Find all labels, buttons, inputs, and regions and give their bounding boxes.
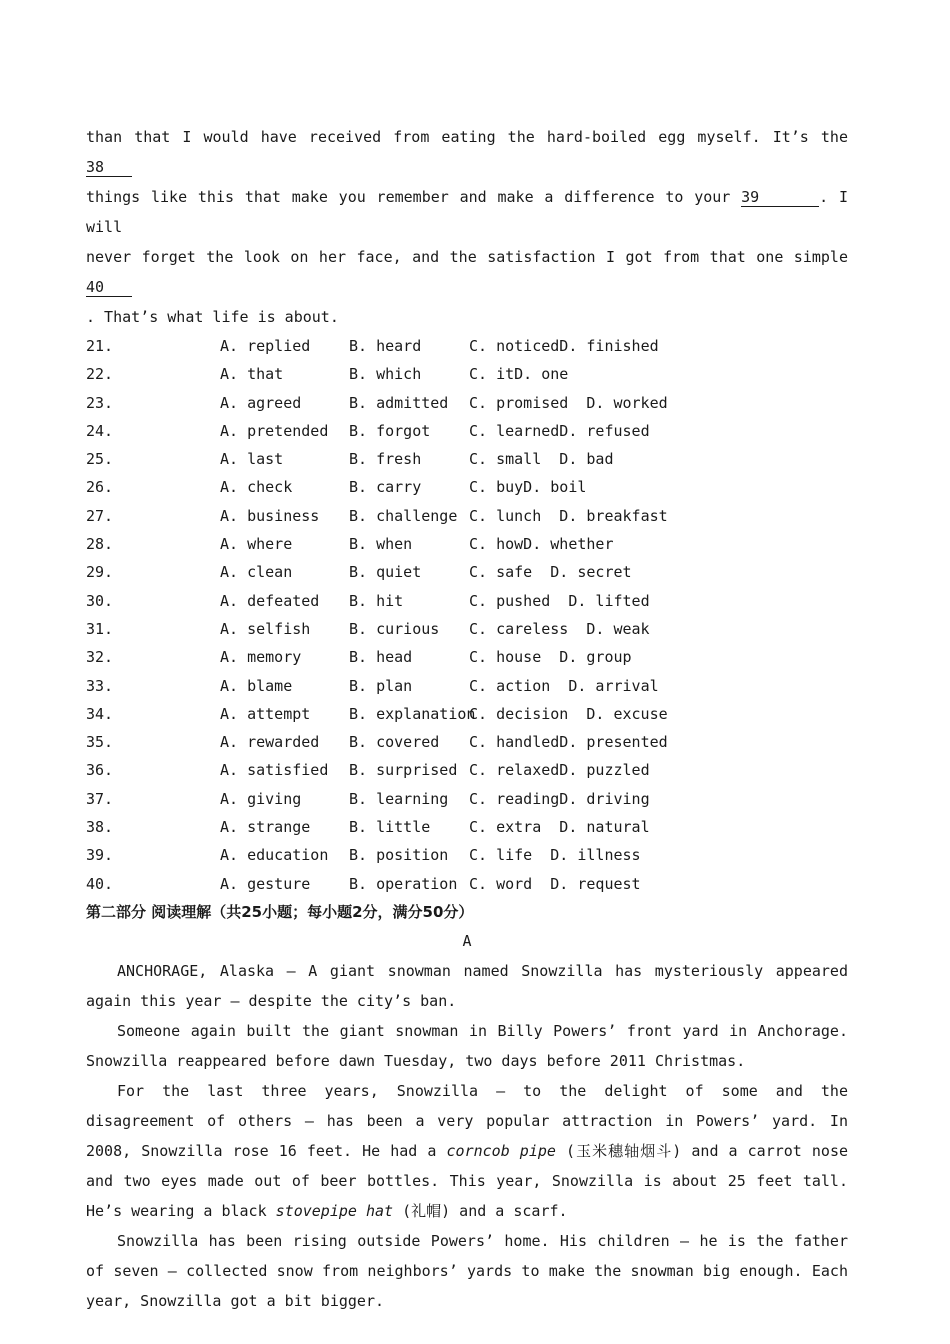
- option-c: C. how: [469, 535, 524, 554]
- option-row: [86, 756, 848, 784]
- option-c: C. relaxed: [469, 761, 560, 780]
- option-d: D. worked: [586, 393, 668, 412]
- passage-letter: A: [462, 931, 472, 950]
- option-d: D. breakfast: [559, 506, 668, 525]
- option-d: D. bad: [559, 450, 614, 469]
- option-row: [86, 643, 848, 671]
- cloze-passage: [86, 122, 848, 332]
- option-b: B. forgot: [349, 421, 431, 440]
- option-a: A. rewarded: [220, 733, 320, 752]
- option-b: B. explanation: [349, 704, 476, 723]
- blank-38: 38: [86, 158, 132, 177]
- option-d: D. puzzled: [559, 761, 650, 780]
- option-row: [86, 360, 848, 388]
- option-b: B. challenge: [349, 506, 458, 525]
- option-b: B. position: [349, 846, 449, 865]
- question-number: 21.: [86, 337, 114, 355]
- passage-paragraph-4: Snowzilla has been rising outside Powers’ home. His children — he is the father of seven — collected snow from neighbors’ yards to make the snowman big enough. Each year, Snowzilla got a bit bigger.: [86, 1231, 848, 1310]
- cloze-line-2-end: . I will: [86, 188, 849, 236]
- option-c: C. promised: [469, 393, 569, 412]
- option-d: D. group: [559, 648, 632, 667]
- option-b: B. surprised: [349, 761, 458, 780]
- option-c: C. reading: [469, 789, 560, 808]
- option-c: C. life: [469, 846, 533, 865]
- option-row: [86, 813, 848, 841]
- option-row: [86, 870, 848, 898]
- passage-text: (玉米穗轴烟斗) and a carrot nose and two eyes made out of beer bottles. This year, Snowzilla is about 25 feet tall. He’s wearing a black: [86, 1141, 849, 1220]
- question-number: 31.: [86, 619, 114, 638]
- question-number: 35.: [86, 733, 114, 752]
- option-a: A. attempt: [220, 704, 311, 723]
- option-b: B. fresh: [349, 450, 422, 469]
- question-number: 32.: [86, 648, 114, 667]
- cloze-line-2: things like this that make you remember and make a difference to your: [86, 188, 731, 206]
- answer-options-list: [86, 332, 848, 898]
- option-c: C. decision: [469, 704, 569, 723]
- cloze-line-3: never forget the look on her face, and the satisfaction I got from that one simple: [86, 248, 848, 266]
- option-d: D. refused: [559, 421, 650, 440]
- option-b: B. heard: [349, 337, 422, 355]
- option-a: A. blame: [220, 676, 293, 695]
- option-row: [86, 530, 848, 558]
- option-b: B. head: [349, 648, 413, 667]
- option-row: [86, 332, 848, 360]
- option-b: B. little: [349, 818, 431, 837]
- option-a: A. gesture: [220, 874, 311, 893]
- option-d: D. illness: [550, 846, 641, 865]
- question-number: 40.: [86, 874, 114, 893]
- option-c: C. careless: [469, 619, 569, 638]
- option-a: A. selfish: [220, 619, 311, 638]
- question-number: 38.: [86, 818, 114, 837]
- option-d: D. lifted: [568, 591, 650, 610]
- option-row: [86, 473, 848, 501]
- question-number: 26.: [86, 478, 114, 497]
- cloze-line-4: . That’s what life is about.: [86, 308, 339, 326]
- option-b: B. covered: [349, 733, 440, 752]
- question-number: 27.: [86, 506, 114, 525]
- cloze-line-1: than that I would have received from eating the hard-boiled egg myself. It’s the: [86, 128, 848, 146]
- question-number: 39.: [86, 846, 114, 865]
- option-d: D. whether: [523, 535, 614, 554]
- option-row: [86, 672, 848, 700]
- option-c: C. learned: [469, 421, 560, 440]
- option-a: A. memory: [220, 648, 302, 667]
- question-number: 36.: [86, 761, 114, 780]
- option-d: D. boil: [523, 478, 587, 497]
- option-c: C. noticed: [469, 337, 560, 355]
- option-a: A. that: [220, 365, 284, 384]
- option-b: B. when: [349, 535, 413, 554]
- option-b: B. admitted: [349, 393, 449, 412]
- option-d: D. secret: [550, 563, 632, 582]
- option-b: B. which: [349, 365, 422, 384]
- option-a: A. check: [220, 478, 293, 497]
- option-c: C. small: [469, 450, 542, 469]
- passage-paragraph-3: [86, 1076, 848, 1226]
- option-b: B. learning: [349, 789, 449, 808]
- passage-paragraph-2: Someone again built the giant snowman in Billy Powers’ front yard in Anchorage. Snowzilla reappeared before dawn Tuesday, two days before 2011 Christmas.: [86, 1021, 848, 1070]
- option-a: A. last: [220, 450, 284, 469]
- option-c: C. pushed: [469, 591, 551, 610]
- italic-term: stovepipe hat: [275, 1201, 394, 1220]
- option-a: A. strange: [220, 818, 311, 837]
- option-d: D. request: [550, 874, 641, 893]
- option-row: [86, 417, 848, 445]
- option-c: C. word: [469, 874, 533, 893]
- option-d: D. excuse: [586, 704, 668, 723]
- section-heading: 第二部分 阅读理解（共25小题；每小题2分，满分50分）: [86, 902, 474, 921]
- blank-39: 39: [741, 188, 819, 207]
- option-a: A. giving: [220, 789, 302, 808]
- question-number: 37.: [86, 789, 114, 808]
- option-a: A. clean: [220, 563, 293, 582]
- question-number: 29.: [86, 563, 114, 582]
- question-number: 33.: [86, 676, 114, 695]
- option-a: A. pretended: [220, 421, 329, 440]
- question-number: 25.: [86, 450, 114, 469]
- option-b: B. plan: [349, 676, 413, 695]
- option-d: D. arrival: [568, 676, 659, 695]
- option-a: A. where: [220, 535, 293, 554]
- question-number: 24.: [86, 421, 114, 440]
- option-d: D. weak: [586, 619, 650, 638]
- option-row: [86, 445, 848, 473]
- option-d: D. driving: [559, 789, 650, 808]
- option-c: C. buy: [469, 478, 524, 497]
- option-d: D. one: [514, 365, 569, 384]
- italic-term: corncob pipe: [446, 1141, 556, 1160]
- option-row: [86, 502, 848, 530]
- option-row: [86, 587, 848, 615]
- option-row: [86, 615, 848, 643]
- option-c: C. extra: [469, 818, 542, 837]
- option-row: [86, 728, 848, 756]
- option-d: D. natural: [559, 818, 650, 837]
- option-c: C. house: [469, 648, 542, 667]
- question-number: 28.: [86, 535, 114, 554]
- option-a: A. agreed: [220, 393, 302, 412]
- option-row: [86, 700, 848, 728]
- document-page: [86, 122, 848, 1316]
- option-row: [86, 785, 848, 813]
- option-a: A. replied: [220, 337, 311, 355]
- option-b: B. operation: [349, 874, 458, 893]
- option-a: A. education: [220, 846, 329, 865]
- option-row: [86, 841, 848, 869]
- option-c: C. handled: [469, 733, 560, 752]
- option-a: A. satisfied: [220, 761, 329, 780]
- option-c: C. action: [469, 676, 551, 695]
- option-d: D. finished: [559, 337, 659, 355]
- option-c: C. safe: [469, 563, 533, 582]
- option-row: [86, 389, 848, 417]
- question-number: 30.: [86, 591, 114, 610]
- option-c: C. it: [469, 365, 515, 384]
- passage-paragraph-1: ANCHORAGE, Alaska — A giant snowman named Snowzilla has mysteriously appeared again this year — despite the city’s ban.: [86, 961, 848, 1010]
- option-a: A. business: [220, 506, 320, 525]
- option-b: B. hit: [349, 591, 404, 610]
- question-number: 22.: [86, 365, 114, 384]
- option-a: A. defeated: [220, 591, 320, 610]
- option-d: D. presented: [559, 733, 668, 752]
- option-b: B. carry: [349, 478, 422, 497]
- option-b: B. curious: [349, 619, 440, 638]
- option-b: B. quiet: [349, 563, 422, 582]
- option-c: C. lunch: [469, 506, 542, 525]
- question-number: 23.: [86, 393, 114, 412]
- option-row: [86, 558, 848, 586]
- passage-text: (礼帽) and a scarf.: [402, 1201, 568, 1220]
- blank-40: 40: [86, 278, 132, 297]
- passage-text: For the last three years, Snowzilla — to the delight of some and the disagreement of others — has been a very popular attraction in Powers’ yard. In 2008, Snowzilla rose 16 feet. He had a: [86, 1081, 848, 1160]
- question-number: 34.: [86, 704, 114, 723]
